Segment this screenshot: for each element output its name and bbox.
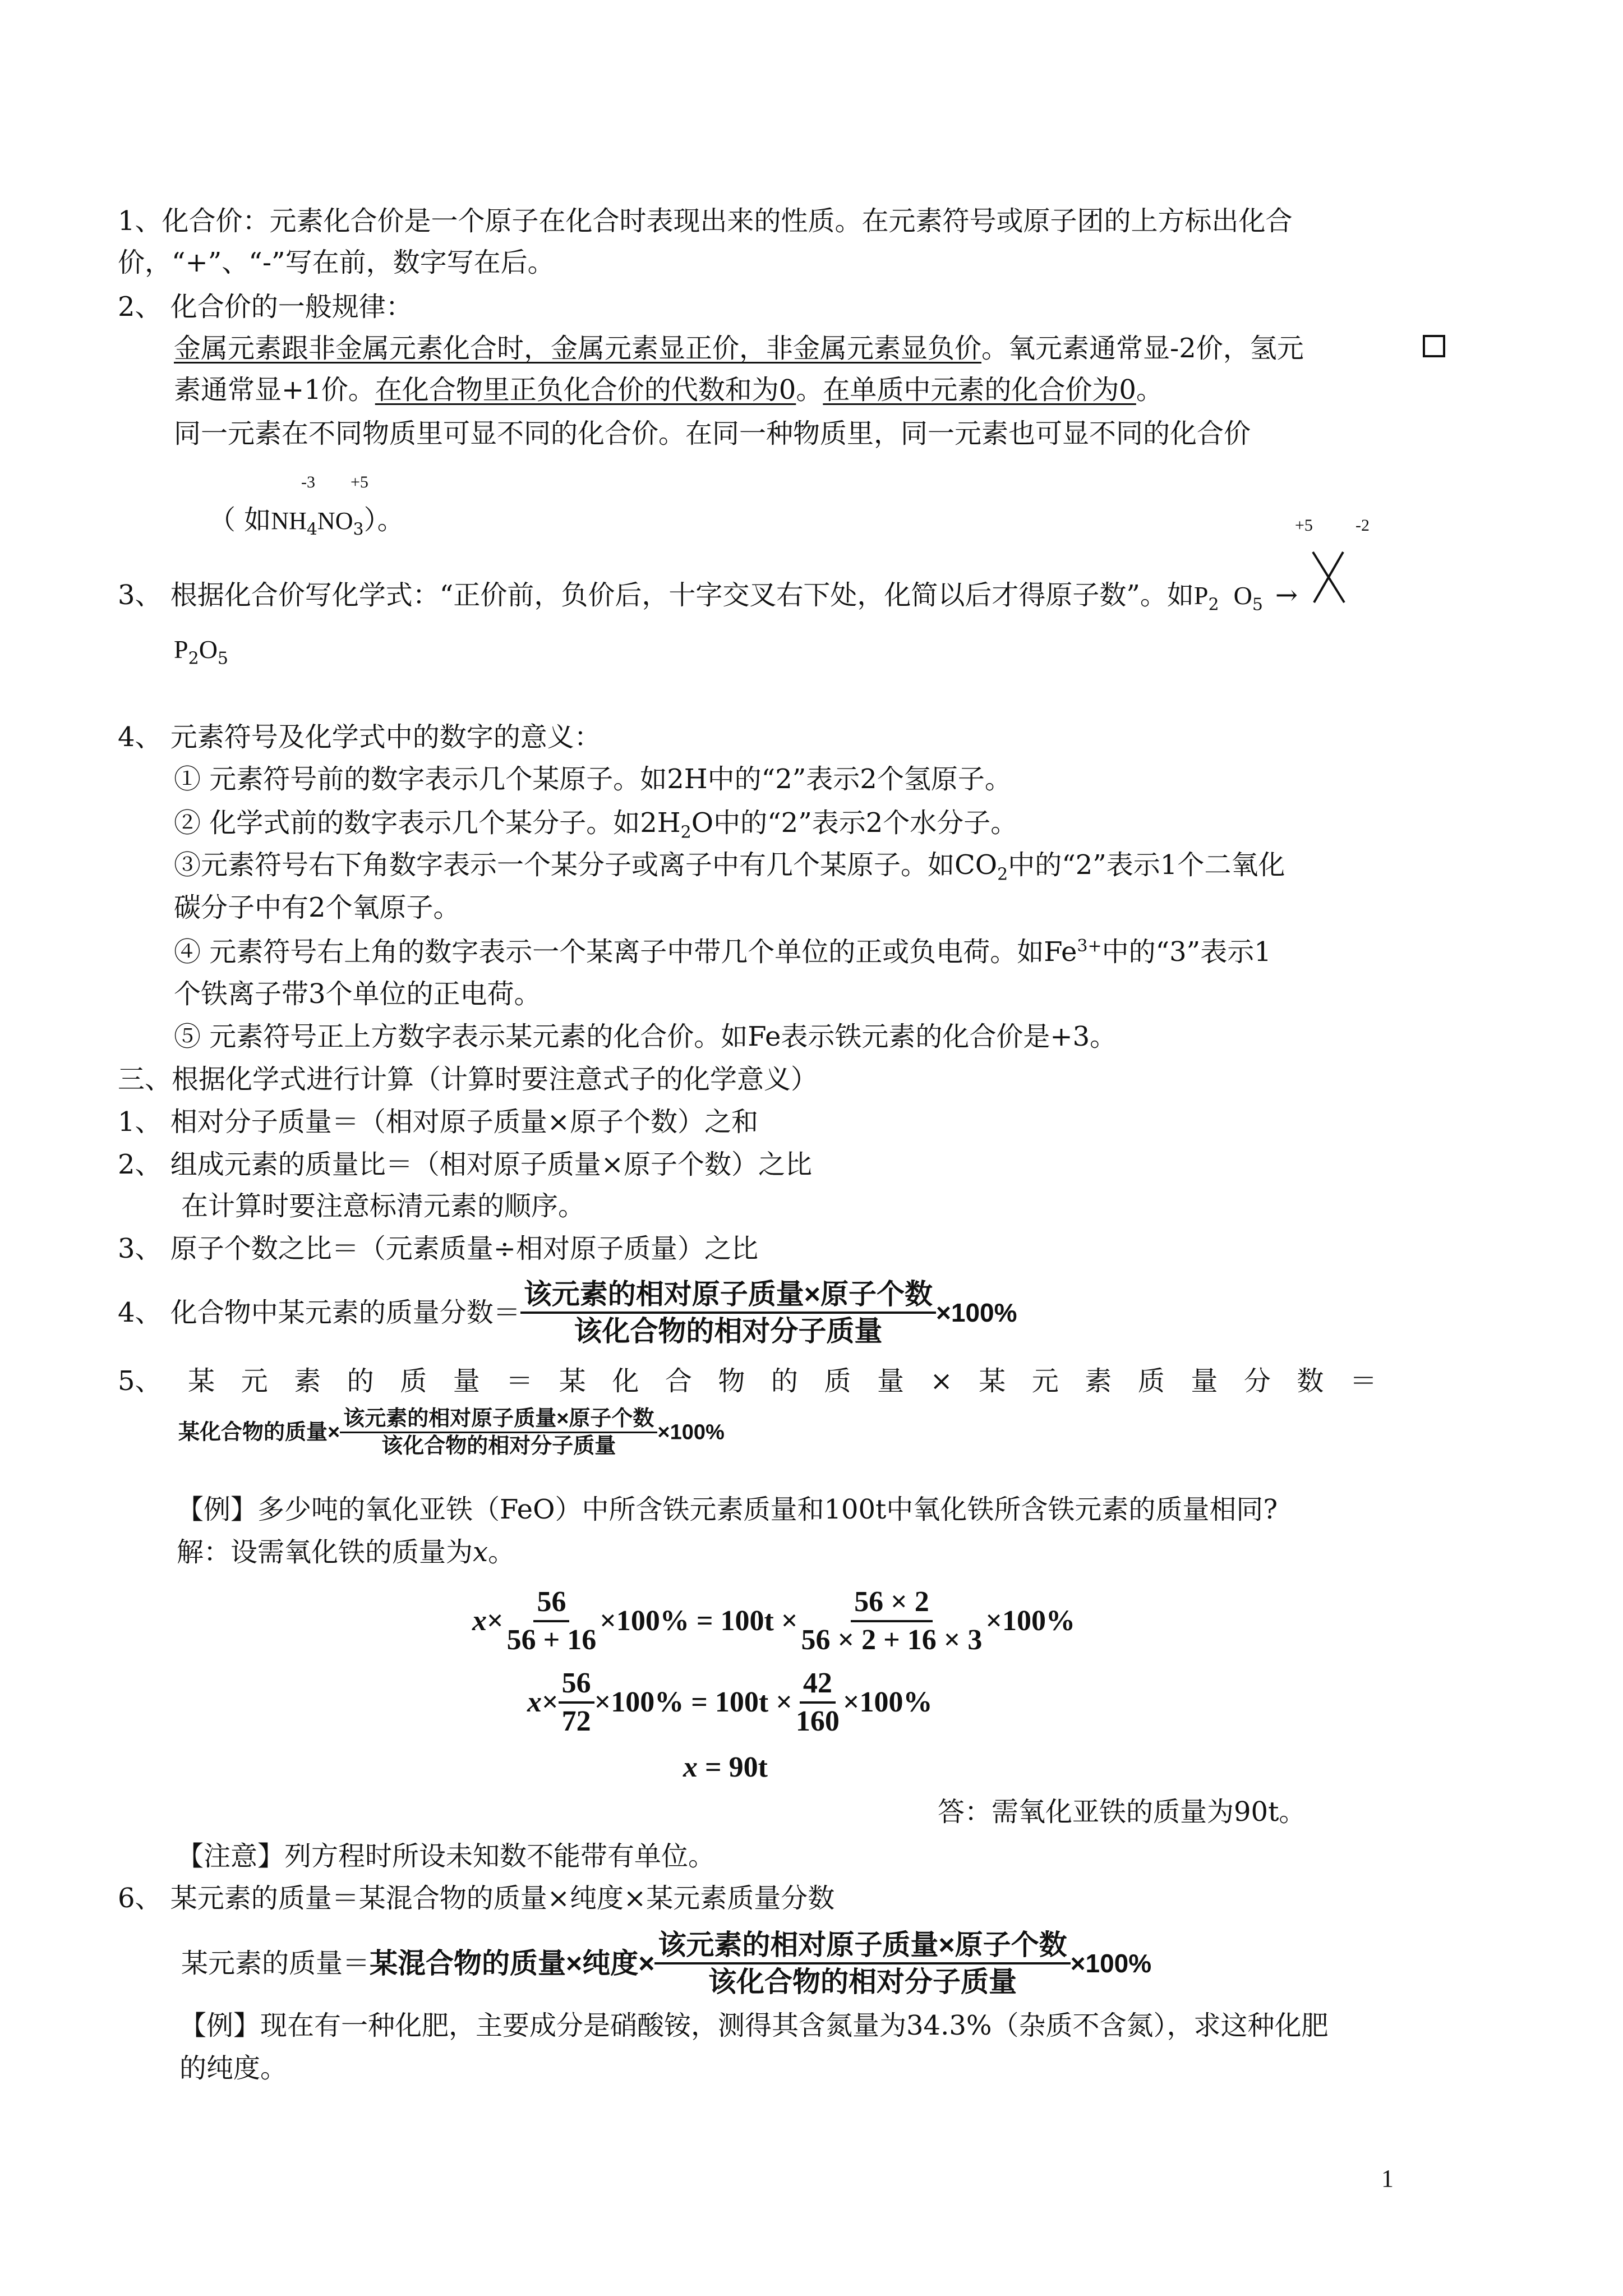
paragraph-valence-rules-cont bbox=[174, 374, 1163, 406]
text-example-suffix: ）。 bbox=[363, 504, 404, 536]
formula-part: NO bbox=[317, 507, 353, 535]
underlined-element-rule: 在单质中元素的化合价为0 bbox=[823, 374, 1136, 406]
example-answer: 答：需氧化亚铁的质量为90t。 bbox=[938, 1796, 1306, 1828]
fraction-numerator: 42 bbox=[800, 1669, 836, 1704]
mixture-mass-fraction bbox=[654, 1931, 1070, 1996]
fraction-denominator: 该化合物的相对分子质量 bbox=[381, 1434, 616, 1458]
text: 解：设需氧化铁的质量为 bbox=[177, 1536, 473, 1568]
text: 某元素的质量＝ bbox=[181, 1948, 370, 1979]
operator: × bbox=[487, 1605, 504, 1637]
char: 合 bbox=[665, 1365, 692, 1397]
char: 量 bbox=[1191, 1365, 1218, 1397]
example-fertilizer-question: 【例】现在有一种化肥，主要成分是硝酸铵，测得其含氮量为34.3%（杂质不含氮），求这种化肥 bbox=[179, 2010, 1329, 2041]
formula-part: P bbox=[1193, 581, 1209, 610]
text-period: 。 bbox=[1136, 374, 1163, 406]
operator: × bbox=[542, 1686, 559, 1718]
char: 5、 bbox=[118, 1365, 162, 1397]
example-iron-oxide-question: 【例】多少吨的氧化亚铁（FeO）中所含铁元素质量和100t中氧化铁所含铁元素的质量相同? bbox=[177, 1494, 1278, 1525]
text: ×100% = 100t × bbox=[594, 1686, 792, 1718]
example-fertilizer-question-cont: 的纯度。 bbox=[179, 2053, 288, 2084]
char: 数 bbox=[1297, 1365, 1324, 1397]
calc-relative-molecular-mass: 1、 相对分子质量＝（相对原子质量×原子个数）之和 bbox=[118, 1106, 759, 1138]
mass-fraction-formula bbox=[520, 1280, 936, 1345]
result-formula-p2o5 bbox=[174, 636, 228, 668]
section-title-formula-calculation: 三、根据化学式进行计算（计算时要注意式子的化学意义） bbox=[118, 1064, 818, 1095]
char: 的 bbox=[771, 1365, 798, 1397]
variable-x: x bbox=[473, 1536, 488, 1568]
text: ④ 元素符号右上角的数字表示一个某离子中带几个单位的正或负电荷。如Fe bbox=[174, 936, 1077, 968]
text: 某化合物的质量× bbox=[178, 1420, 340, 1444]
char: 化 bbox=[612, 1365, 639, 1397]
fraction-denominator: 160 bbox=[795, 1705, 840, 1737]
char: ＝ bbox=[1349, 1365, 1377, 1397]
fraction-denominator: 该化合物的相对分子质量 bbox=[574, 1315, 883, 1347]
fraction-numerator: 该元素的相对原子质量×原子个数 bbox=[654, 1931, 1070, 1964]
list-item-meaning-5: ⑤ 元素符号正上方数字表示某元素的化合价。如Fe表示铁元素的化合价是+3。 bbox=[174, 1021, 1117, 1052]
checkbox-square-icon bbox=[1423, 335, 1445, 357]
char: 的 bbox=[347, 1365, 374, 1397]
fraction bbox=[798, 1588, 986, 1655]
char: 质 bbox=[824, 1365, 851, 1397]
cross-exchange-icon bbox=[1310, 550, 1349, 606]
fraction-denominator: 56 × 2 + 16 × 3 bbox=[801, 1624, 983, 1656]
char: 某 bbox=[559, 1365, 586, 1397]
text-example-prefix: （ 如 bbox=[209, 504, 271, 536]
text: ② 化学式前的数字表示几个某分子。如2H bbox=[174, 807, 681, 839]
section-title-valence-rules: 2、 化合价的一般规律： bbox=[118, 291, 413, 323]
text-write-formula-rule: 3、 根据化合价写化学式：“正价前，负价后，十字交叉右下处，化简以后才得原子数”。如 bbox=[118, 579, 1194, 611]
valence-mark-oxygen: -2 bbox=[1355, 516, 1370, 535]
formula-subscript: 2 bbox=[680, 822, 691, 843]
text: 某混合物的质量×纯度× bbox=[370, 1948, 655, 1979]
valence-mark-phosphorus: +5 bbox=[1295, 516, 1313, 535]
equation-3 bbox=[683, 1753, 768, 1782]
char: 素 bbox=[1085, 1365, 1112, 1397]
arrow-icon: → bbox=[1275, 579, 1298, 611]
paragraph-valence-definition-cont: 价，“+”、“-”写在前，数字写在后。 bbox=[118, 247, 555, 278]
example-ammonium-nitrate bbox=[209, 504, 404, 540]
fraction bbox=[504, 1588, 600, 1655]
variable-x: x bbox=[472, 1605, 487, 1637]
paragraph-valence-rules bbox=[174, 335, 1304, 362]
page-number: 1 bbox=[1381, 2165, 1394, 2192]
text: 中的“3”表示1 bbox=[1101, 936, 1271, 968]
char: 某 bbox=[979, 1365, 1006, 1397]
text-oxygen-rule: 。氧元素通常显-2价，氢元 bbox=[981, 333, 1304, 364]
equation-2 bbox=[527, 1669, 933, 1736]
calc-element-mass-formula bbox=[178, 1408, 725, 1457]
list-item-meaning-2 bbox=[174, 809, 1017, 841]
char: 质 bbox=[400, 1365, 427, 1397]
paragraph-same-element: 同一元素在不同物质里可显不同的化合价。在同一种物质里，同一元素也可显不同的化合价 bbox=[174, 418, 1251, 449]
fraction-numerator: 56 × 2 bbox=[851, 1588, 933, 1622]
formula-superscript: 3+ bbox=[1077, 936, 1102, 956]
text: 。 bbox=[488, 1536, 515, 1568]
formula-part: O bbox=[1233, 581, 1252, 610]
calc-mass-fraction bbox=[118, 1280, 1017, 1345]
element-mass-fraction bbox=[340, 1408, 657, 1457]
text: ③元素符号右下角数字表示一个某分子或离子中有几个某原子。如CO bbox=[174, 849, 998, 881]
char: 元 bbox=[241, 1365, 268, 1397]
calc-mixture-element-mass: 6、 某元素的质量＝某混合物的质量×纯度×某元素质量分数 bbox=[118, 1883, 835, 1914]
formula-subscript: 2 bbox=[997, 864, 1008, 885]
char: 物 bbox=[718, 1365, 745, 1397]
fraction-numerator: 该元素的相对原子质量×原子个数 bbox=[340, 1408, 657, 1433]
text-period: 。 bbox=[796, 374, 823, 406]
fraction-numerator: 该元素的相对原子质量×原子个数 bbox=[520, 1280, 936, 1314]
char: × bbox=[930, 1365, 953, 1397]
formula-part: P bbox=[174, 635, 188, 664]
calc-mixture-formula bbox=[181, 1931, 1151, 1996]
example-solution-setup bbox=[177, 1536, 515, 1568]
formula-subscript: 4 bbox=[306, 519, 317, 540]
text: ×100% bbox=[985, 1605, 1076, 1637]
paragraph-write-formula bbox=[118, 579, 1298, 615]
fraction bbox=[559, 1669, 594, 1736]
text: O中的“2”表示2个水分子。 bbox=[691, 807, 1018, 839]
formula-subscript: 2 bbox=[188, 648, 199, 669]
section-title-number-meaning: 4、 元素符号及化学式中的数字的意义： bbox=[118, 721, 601, 753]
formula-part: O bbox=[199, 635, 218, 664]
char: ＝ bbox=[506, 1365, 533, 1397]
paragraph-valence-definition: 1、化合价：元素化合价是一个原子在化合时表现出来的性质。在元素符号或原子团的上方标出化合 bbox=[118, 205, 1293, 237]
text: ×100% = 100t × bbox=[600, 1605, 798, 1637]
calc-atom-ratio: 3、 原子个数之比＝（元素质量÷相对原子质量）之比 bbox=[118, 1233, 759, 1264]
note-no-units: 【注意】列方程时所设未知数不能带有单位。 bbox=[177, 1841, 716, 1872]
text: = 90t bbox=[698, 1751, 768, 1783]
list-item-meaning-1: ① 元素符号前的数字表示几个某原子。如2H中的“2”表示2个氢原子。 bbox=[174, 763, 1012, 795]
equation-1 bbox=[472, 1588, 1075, 1655]
list-item-meaning-4 bbox=[174, 936, 1271, 968]
text: 中的“2”表示1个二氧化 bbox=[1008, 849, 1285, 881]
char: 元 bbox=[1031, 1365, 1059, 1397]
list-item-meaning-3 bbox=[174, 849, 1285, 885]
text: ×100% bbox=[657, 1420, 725, 1444]
char: 质 bbox=[1137, 1365, 1165, 1397]
formula-part: NH bbox=[271, 507, 307, 535]
underlined-sum-rule: 在化合物里正负化合价的代数和为0 bbox=[375, 374, 796, 406]
formula-subscript: 5 bbox=[1252, 595, 1263, 615]
char: 某 bbox=[188, 1365, 215, 1397]
text: 4、 化合物中某元素的质量分数＝ bbox=[118, 1297, 520, 1328]
underlined-metal-rule: 金属元素跟非金属元素化合时，金属元素显正价，非金属元素显负价 bbox=[174, 333, 982, 364]
text: ×100% bbox=[936, 1298, 1017, 1327]
text: ×100% bbox=[1070, 1949, 1152, 1978]
variable-x: x bbox=[527, 1686, 542, 1718]
list-item-meaning-3-cont: 碳分子中有2个氧原子。 bbox=[174, 892, 460, 923]
valence-mark-nitrogen-1: -3 bbox=[301, 473, 315, 491]
calc-element-mass bbox=[118, 1365, 1377, 1397]
valence-mark-nitrogen-2: +5 bbox=[351, 473, 368, 491]
fraction-numerator: 56 bbox=[533, 1588, 569, 1622]
fraction-denominator: 该化合物的相对分子质量 bbox=[708, 1966, 1017, 1998]
fraction-numerator: 56 bbox=[559, 1669, 594, 1704]
char: 量 bbox=[877, 1365, 904, 1397]
variable-x: x bbox=[683, 1751, 698, 1783]
fraction-denominator: 56 + 16 bbox=[506, 1624, 597, 1656]
list-item-meaning-4-cont: 个铁离子带3个单位的正电荷。 bbox=[174, 978, 541, 1010]
char: 分 bbox=[1243, 1365, 1271, 1397]
fraction-denominator: 72 bbox=[561, 1705, 591, 1737]
formula-subscript: 3 bbox=[353, 519, 364, 540]
calc-mass-ratio: 2、 组成元素的质量比＝（相对原子质量×原子个数）之比 bbox=[118, 1149, 813, 1180]
calc-mass-ratio-note: 在计算时要注意标清元素的顺序。 bbox=[181, 1190, 585, 1222]
text-hydrogen-rule: 素通常显+1价。 bbox=[174, 374, 375, 406]
fraction bbox=[792, 1669, 843, 1736]
text: ×100% bbox=[842, 1686, 933, 1718]
char: 素 bbox=[294, 1365, 321, 1397]
char: 量 bbox=[453, 1365, 480, 1397]
formula-subscript: 2 bbox=[1208, 595, 1219, 615]
formula-subscript: 5 bbox=[217, 648, 229, 669]
